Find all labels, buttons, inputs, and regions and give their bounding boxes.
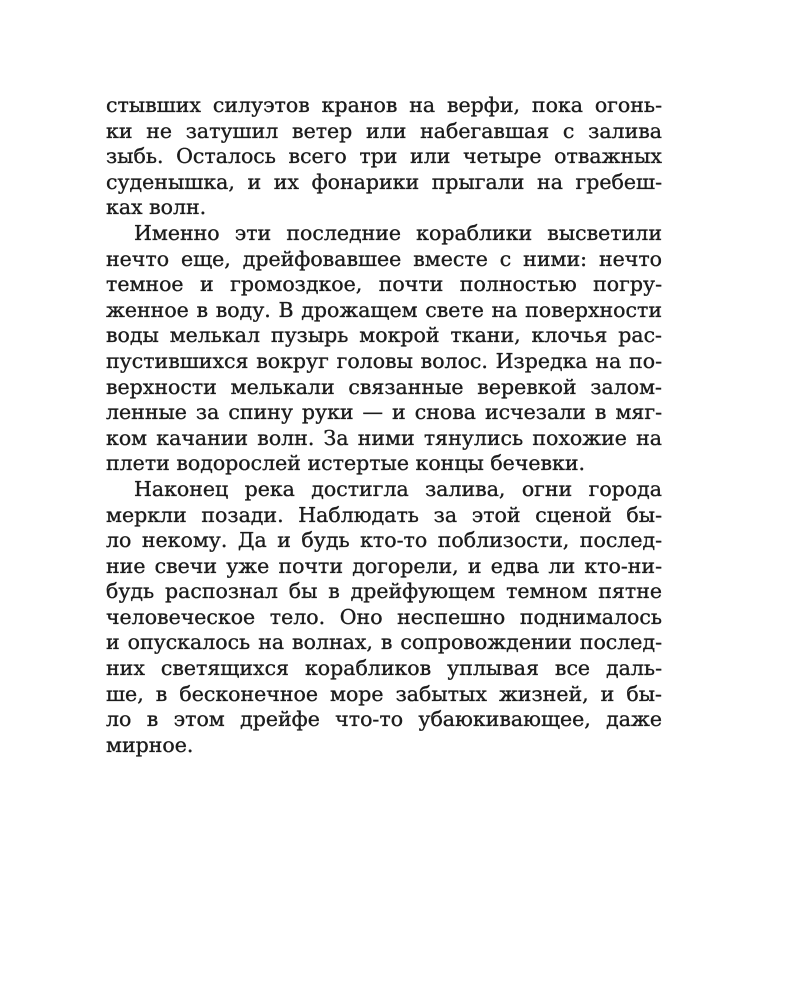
text-line: ленные за спину руки — и снова исчезали в мяг- (106, 400, 662, 425)
page-text (106, 93, 662, 758)
text-line: верхности мелькали связанные веревкой залом- (106, 374, 662, 399)
text-line: мирное. (106, 732, 194, 757)
text-line: стывших силуэтов кранов на верфи, пока огонь- (106, 93, 662, 117)
text-line: воды мелькал пузырь мокрой ткани, клочья рас- (106, 323, 662, 348)
paragraph-2 (106, 221, 662, 477)
text-line: ше, в бесконечное море забытых жизней, и бы- (106, 681, 662, 706)
text-line: зыбь. Осталось всего три или четыре отважных (106, 144, 662, 169)
text-line: человеческое тело. Оно неспешно поднималось (106, 604, 662, 629)
text-line: меркли позади. Наблюдать за этой сценой бы- (106, 502, 662, 527)
text-line: темное и громоздкое, почти полностью погру- (106, 272, 662, 297)
text-line: ках волн. (106, 195, 207, 220)
text-line: нечто еще, дрейфовавшее вместе с ними: нечто (106, 246, 662, 271)
paragraph-3 (106, 477, 662, 759)
text-line: пустившихся вокруг головы волос. Изредка на по- (106, 348, 662, 373)
text-line: плети водорослей истертые концы бечевки. (106, 451, 586, 476)
text-line: будь распознал бы в дрейфующем темном пятне (106, 579, 662, 604)
text-line: и опускалось на волнах, в сопровождении послед- (106, 630, 662, 655)
text-line: ние свечи уже почти догорели, и едва ли кто-ни- (106, 553, 662, 578)
text-line: ло некому. Да и будь кто-то поблизости, послед- (106, 528, 662, 553)
text-line: них светящихся корабликов уплывая все даль- (106, 656, 662, 681)
text-line: суденышка, и их фонарики прыгали на гребеш- (106, 169, 662, 194)
paragraph-1 (106, 93, 662, 221)
text-line: Наконец река достигла залива, огни города (134, 476, 662, 501)
text-line: ло в этом дрейфе что-то убаюкивающее, даже (106, 707, 662, 732)
text-line: Именно эти последние кораблики высветили (134, 220, 662, 245)
text-line: ки не затушил ветер или набегавшая с залива (106, 118, 662, 143)
text-line: ком качании волн. За ними тянулись похожие на (106, 425, 662, 450)
text-line: женное в воду. В дрожащем свете на поверхности (106, 297, 662, 322)
